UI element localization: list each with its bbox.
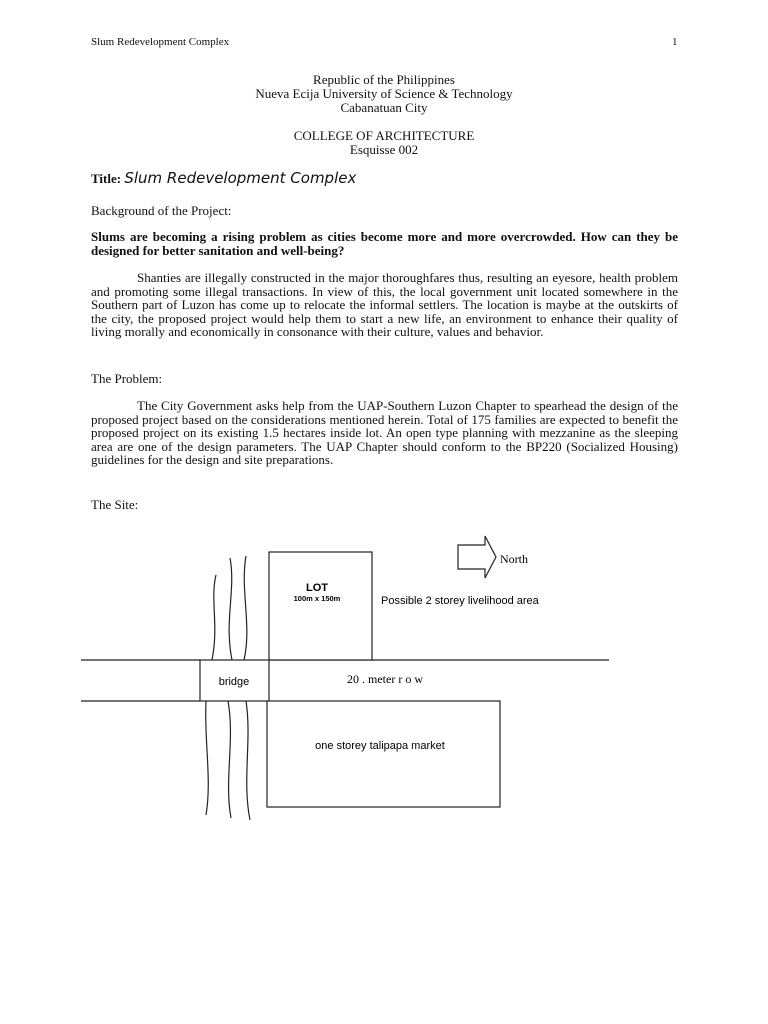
road-label: 20 . meter r o w	[347, 672, 423, 686]
running-header-title: Slum Redevelopment Complex	[91, 36, 230, 48]
title-label: Title:	[91, 171, 122, 186]
river-lines-south	[206, 701, 250, 820]
problem-heading: The Problem:	[91, 371, 163, 386]
market-outline	[267, 701, 500, 807]
north-label: North	[500, 552, 528, 566]
background-heading: Background of the Project:	[91, 203, 232, 218]
river-lines-north	[212, 556, 247, 660]
lot-label: LOT	[306, 582, 328, 594]
lot-outline	[269, 552, 372, 660]
background-lead: Slums are becoming a rising problem as cities become more and more overcrowded. How can they be designed for better sanitation and well-being?	[91, 229, 678, 258]
bridge-label: bridge	[218, 676, 250, 688]
city-line: Cabanatuan City	[340, 100, 428, 115]
republic-line: Republic of the Philippines	[313, 72, 455, 87]
north-arrow-icon	[458, 536, 496, 578]
page-number: 1	[672, 36, 678, 48]
problem-body: The City Government asks help from the UAP-Southern Luzon Chapter to spearhead the design of the proposed project based on the considerations mentioned herein. Total of 175 families are expected to benefit the proposed project on its existing 1.5 hectares inside lot. An open type planning with mezzanine as the sleeping area are one of the design parameters. The UAP Chapter should conform to the BP220 (Socialized Housing) guidelines for the design and site preparations.	[91, 398, 678, 467]
title-text: Slum Redevelopment Complex	[124, 169, 357, 187]
college-line: COLLEGE OF ARCHITECTURE	[293, 128, 475, 143]
university-line: Nueva Ecija University of Science & Technology	[255, 86, 513, 101]
market-label: one storey talipapa market	[315, 740, 445, 752]
site-heading: The Site:	[91, 497, 139, 512]
esquisse-line: Esquisse 002	[349, 142, 419, 157]
background-body: Shanties are illegally constructed in the major thoroughfares thus, resulting an eyesore, health problem and promoting some illegal transactions. In view of this, the local government unit located somewhere in the Southern part of Luzon has come up to relocate the informal settlers. The location is maybe at the outskirts of the city, the proposed project would help them to start a new life, an environment to enhance their quality of living morally and economically in consonance with their culture, values and behavior.	[91, 270, 678, 339]
lot-size-label: 100m x 150m	[293, 594, 341, 603]
livelihood-label: Possible 2 storey livelihood area	[381, 595, 539, 607]
road-lines	[81, 660, 609, 701]
